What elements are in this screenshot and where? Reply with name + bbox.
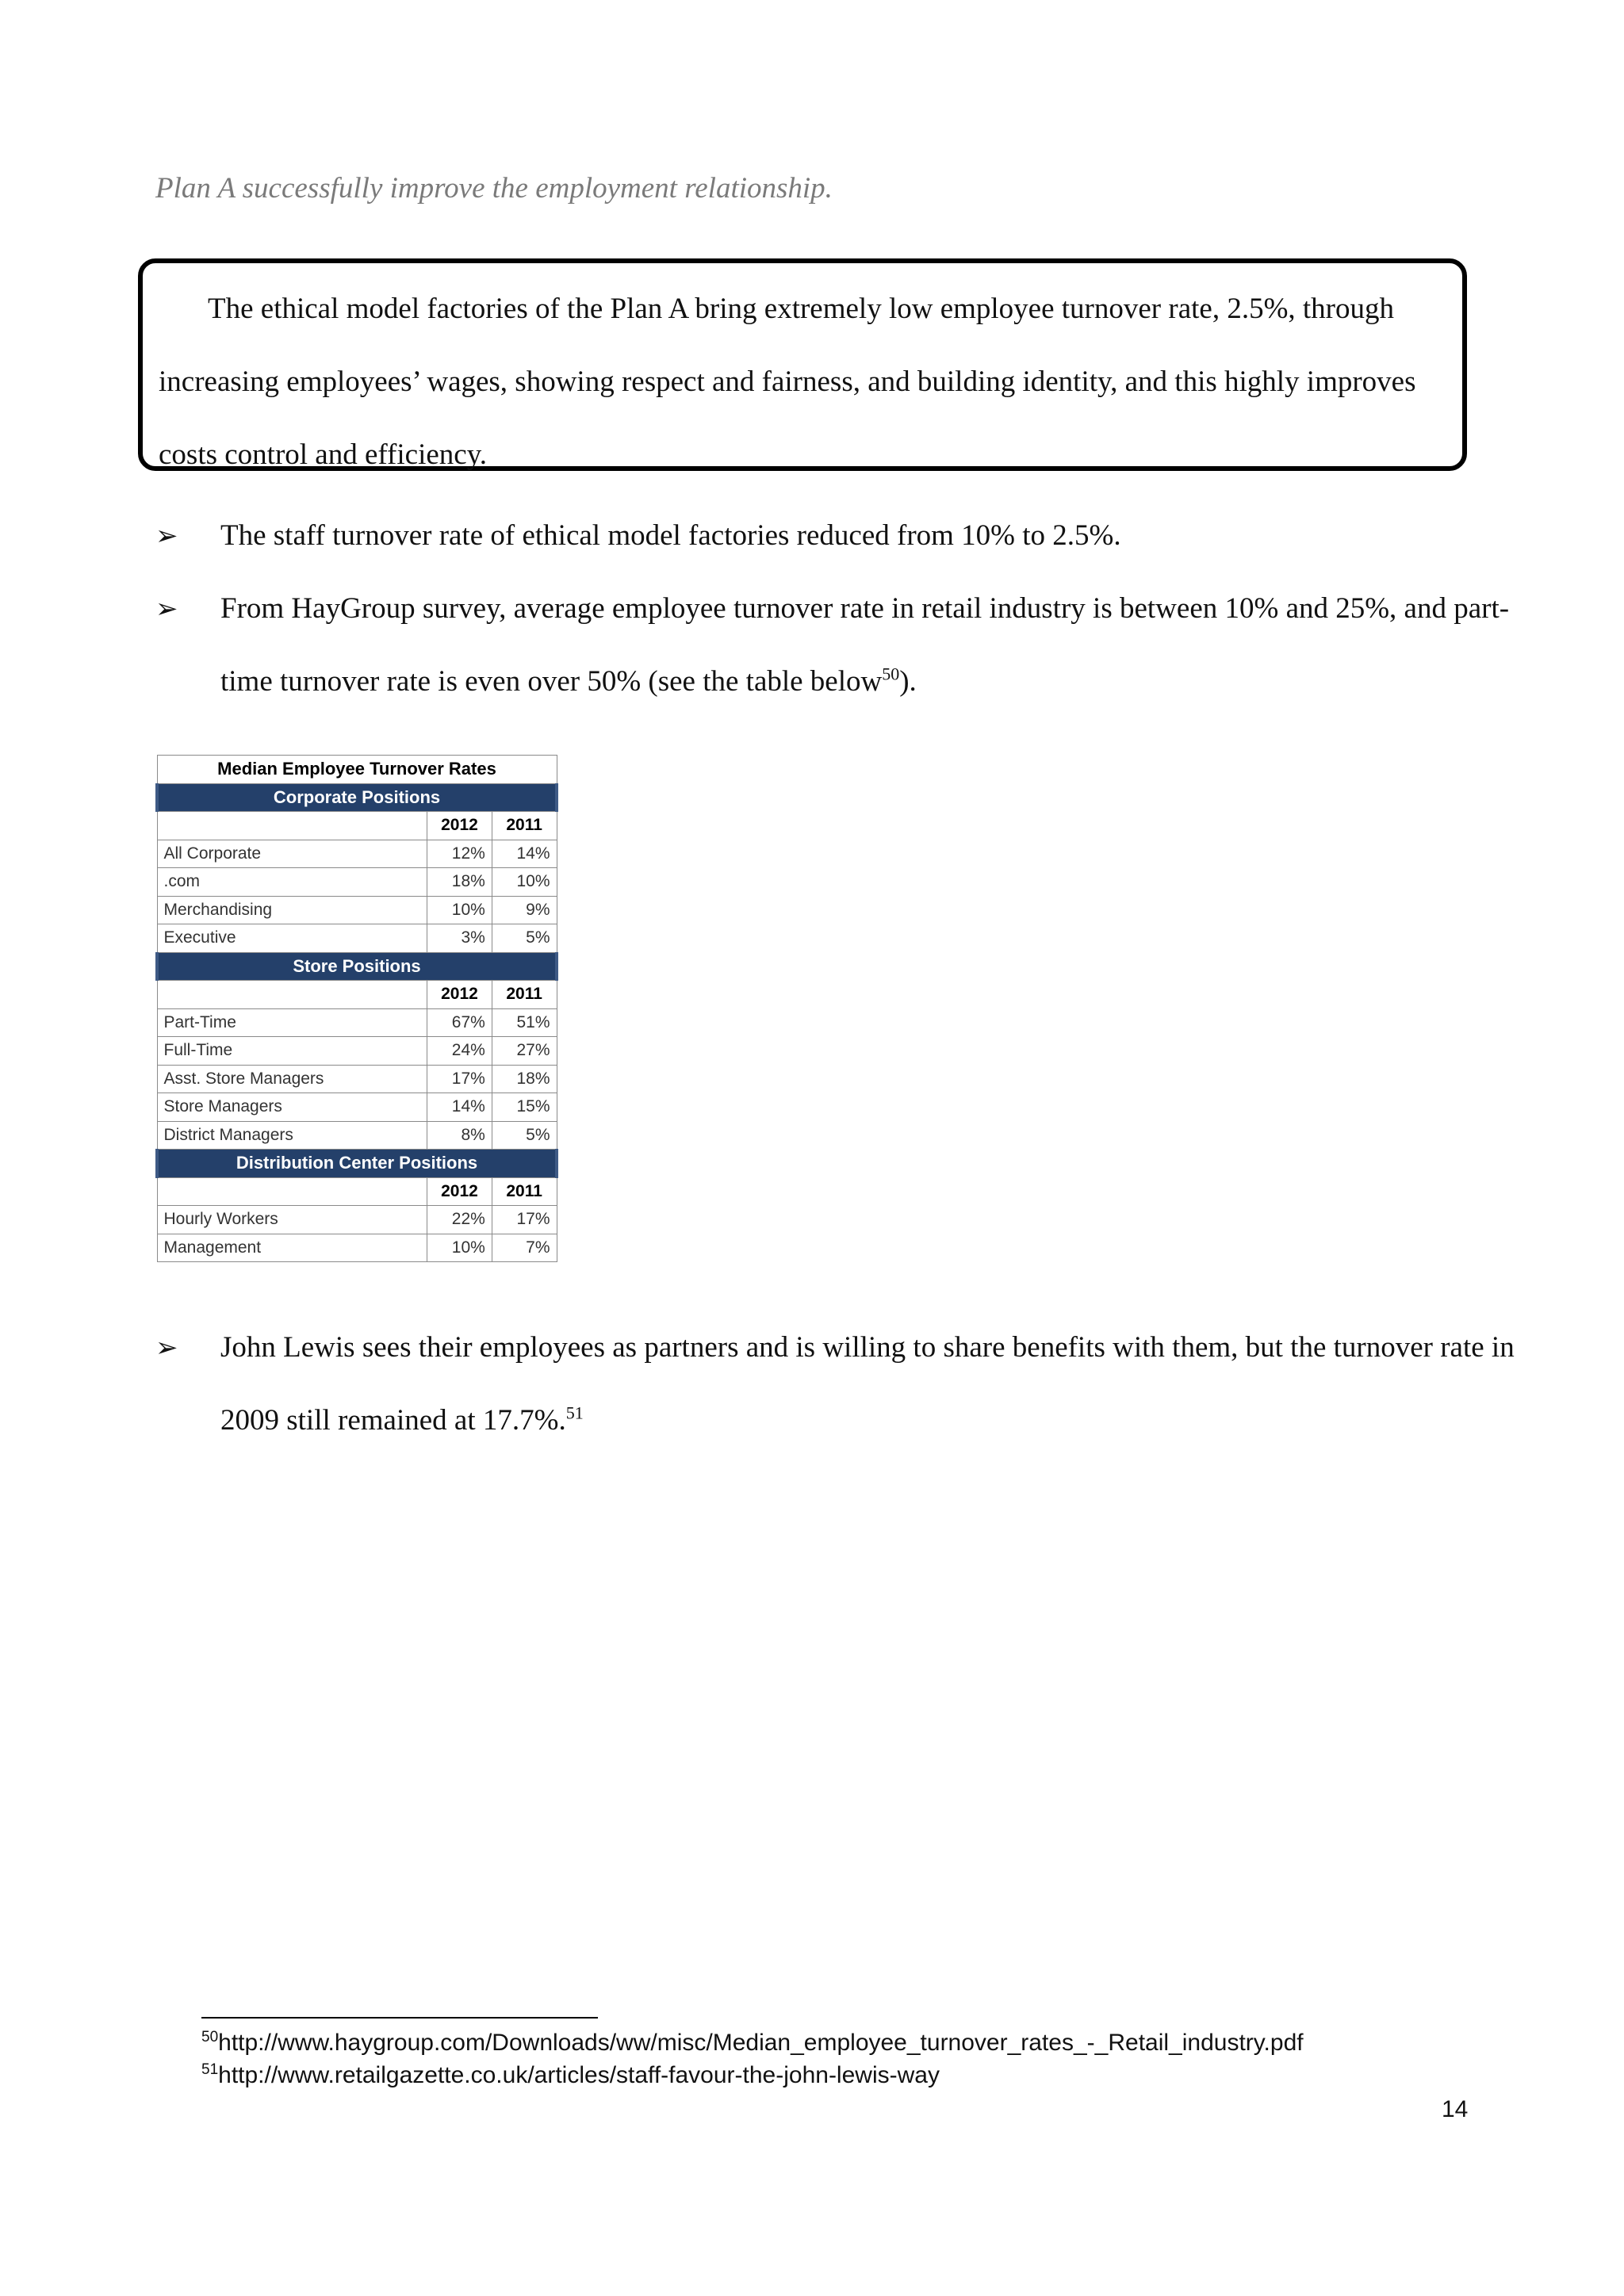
empty-header-cell — [157, 812, 427, 840]
table-row — [157, 1234, 557, 1262]
table-row — [157, 868, 557, 897]
value-2012-cell: 12% — [427, 840, 492, 868]
section-title: Store Positions — [157, 952, 557, 981]
bullet-text: The staff turnover rate of ethical model factories reduced from 10% to 2.5%. — [220, 519, 1121, 552]
footnote-number: 51 — [201, 2061, 219, 2078]
value-2012-cell: 8% — [427, 1121, 492, 1150]
year-header-cell: 2011 — [492, 1177, 557, 1206]
year-header-cell: 2011 — [492, 812, 557, 840]
footnote-51 — [201, 2062, 940, 2089]
table-year-header-row — [157, 981, 557, 1009]
value-2012-cell: 3% — [427, 924, 492, 953]
bullet-item — [155, 572, 1537, 718]
table-year-header-row — [157, 812, 557, 840]
bullet-text — [220, 1311, 1537, 1457]
bullet-text-body: John Lewis sees their employees as partners and is willing to share benefits with them, but the turnover rate in 2009 still remained at 17.7%. — [220, 1331, 1515, 1437]
table-row — [157, 1121, 557, 1150]
table-section-header — [157, 952, 557, 981]
value-2011-cell: 7% — [492, 1234, 557, 1262]
arrow-bullet-icon: ➢ — [155, 1332, 178, 1364]
arrow-bullet-icon: ➢ — [155, 593, 178, 625]
row-label-cell: Asst. Store Managers — [157, 1065, 427, 1093]
summary-box — [138, 258, 1467, 471]
value-2012-cell: 17% — [427, 1065, 492, 1093]
value-2011-cell: 27% — [492, 1037, 557, 1066]
value-2012-cell: 14% — [427, 1093, 492, 1122]
footnote-50 — [201, 2030, 1304, 2057]
value-2012-cell: 10% — [427, 1234, 492, 1262]
bullet-item — [155, 499, 1537, 572]
empty-header-cell — [157, 981, 427, 1009]
year-header-cell: 2012 — [427, 1177, 492, 1206]
table-section-header — [157, 783, 557, 812]
section-heading: Plan A successfully improve the employment relationship. — [155, 172, 833, 205]
value-2012-cell: 22% — [427, 1206, 492, 1234]
table-title: Median Employee Turnover Rates — [157, 756, 557, 784]
section-title: Distribution Center Positions — [157, 1150, 557, 1178]
footnote-link[interactable]: http://www.retailgazette.co.uk/articles/staff-favour-the-john-lewis-way — [218, 2062, 940, 2088]
table-row — [157, 924, 557, 953]
table-row — [157, 896, 557, 924]
row-label-cell: Full-Time — [157, 1037, 427, 1066]
arrow-bullet-icon: ➢ — [155, 520, 178, 552]
bullet-text-tail: ). — [899, 665, 917, 698]
value-2012-cell: 24% — [427, 1037, 492, 1066]
row-label-cell: Executive — [157, 924, 427, 953]
turnover-rates-table — [155, 755, 558, 1262]
footnote-number: 50 — [201, 2029, 219, 2045]
section-title: Corporate Positions — [157, 783, 557, 812]
row-label-cell: All Corporate — [157, 840, 427, 868]
value-2012-cell: 18% — [427, 868, 492, 897]
value-2012-cell: 10% — [427, 896, 492, 924]
value-2011-cell: 9% — [492, 896, 557, 924]
year-header-cell: 2012 — [427, 812, 492, 840]
footnote-link[interactable]: http://www.haygroup.com/Downloads/ww/misc/Median_employee_turnover_rates_-_Retail_industry.pdf — [218, 2030, 1304, 2056]
value-2011-cell: 51% — [492, 1008, 557, 1037]
table-row — [157, 1206, 557, 1234]
summary-text: The ethical model factories of the Plan A bring extremely low employee turnover rate, 2.5%, through increasing employees’ wages, showing respect and fairness, and building identity, and this highly improves costs control and efficiency. — [159, 293, 1416, 471]
value-2011-cell: 18% — [492, 1065, 557, 1093]
value-2011-cell: 15% — [492, 1093, 557, 1122]
row-label-cell: Hourly Workers — [157, 1206, 427, 1234]
table-row — [157, 1065, 557, 1093]
table-title-row — [157, 756, 557, 784]
footnote-divider — [201, 2017, 598, 2019]
row-label-cell: Management — [157, 1234, 427, 1262]
table-row — [157, 840, 557, 868]
row-label-cell: Store Managers — [157, 1093, 427, 1122]
table-year-header-row — [157, 1177, 557, 1206]
bullet-text-body: From HayGroup survey, average employee turnover rate in retail industry is between 10% and 25%, and part-time turnover rate is even over 50% (see the table below — [220, 592, 1510, 698]
footnote-ref: 51 — [565, 1402, 584, 1423]
table-row — [157, 1008, 557, 1037]
bullet-text — [220, 572, 1537, 718]
table-row — [157, 1093, 557, 1122]
year-header-cell: 2011 — [492, 981, 557, 1009]
value-2011-cell: 5% — [492, 1121, 557, 1150]
bullet-item — [155, 1311, 1537, 1457]
footnote-ref: 50 — [882, 664, 900, 684]
value-2011-cell: 17% — [492, 1206, 557, 1234]
value-2012-cell: 67% — [427, 1008, 492, 1037]
row-label-cell: .com — [157, 868, 427, 897]
value-2011-cell: 14% — [492, 840, 557, 868]
year-header-cell: 2012 — [427, 981, 492, 1009]
table-section-header — [157, 1150, 557, 1178]
value-2011-cell: 10% — [492, 868, 557, 897]
value-2011-cell: 5% — [492, 924, 557, 953]
row-label-cell: Part-Time — [157, 1008, 427, 1037]
empty-header-cell — [157, 1177, 427, 1206]
row-label-cell: Merchandising — [157, 896, 427, 924]
table-row — [157, 1037, 557, 1066]
page-number: 14 — [1442, 2096, 1469, 2122]
row-label-cell: District Managers — [157, 1121, 427, 1150]
